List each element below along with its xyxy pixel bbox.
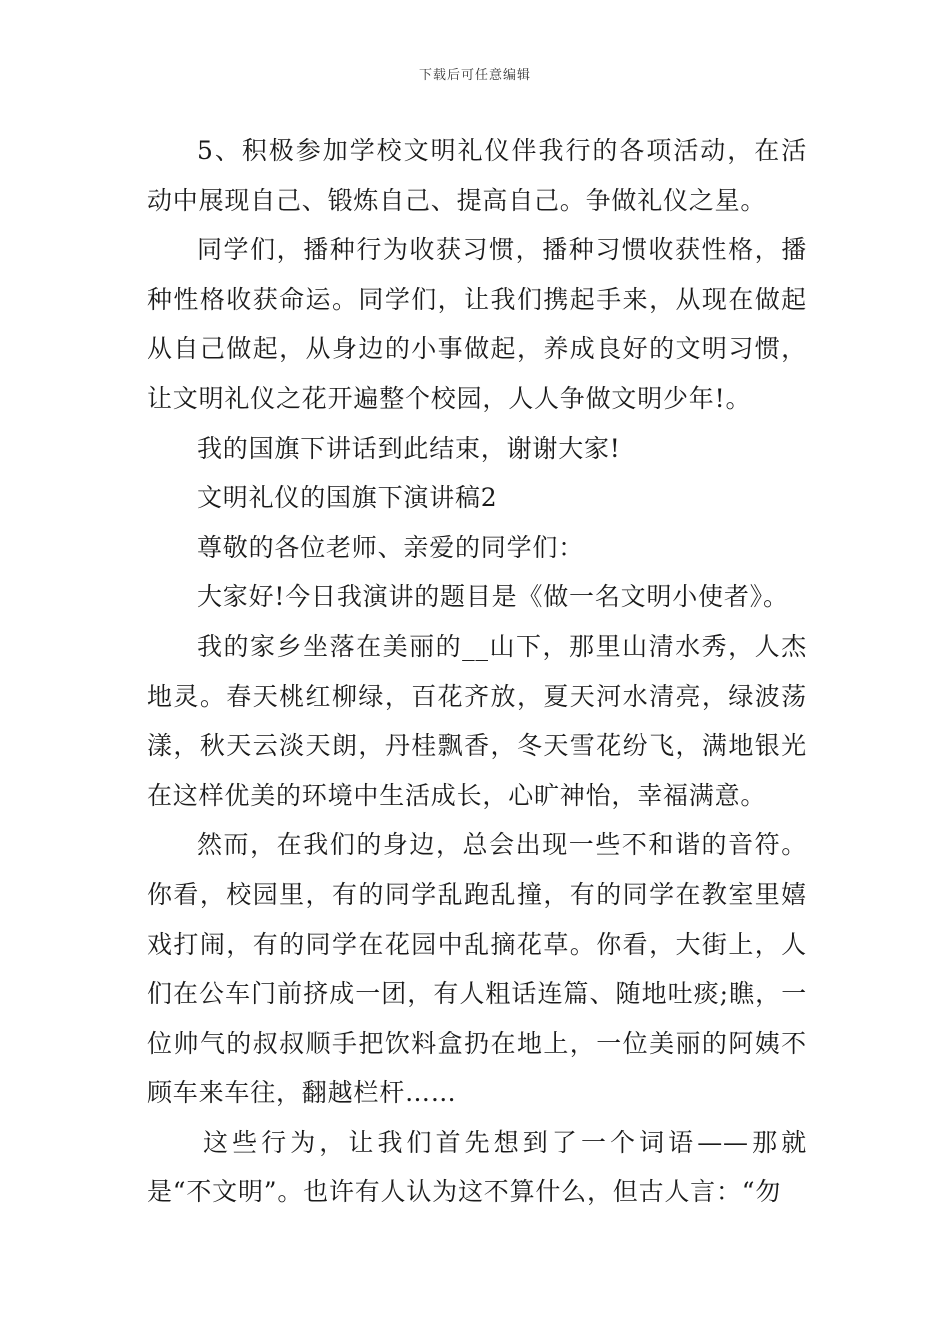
paragraph-behaviors: 这些行为，让我们首先想到了一个词语——那就是“不文明”。也许有人认为这不算什么，但古人言：“勿 bbox=[147, 1127, 807, 1207]
page-header: 下载后可任意编辑 bbox=[418, 68, 531, 83]
paragraph-greeting: 大家好!今日我演讲的题目是《做一名文明小使者》。 bbox=[197, 582, 789, 612]
speech-title: 文明礼仪的国旗下演讲稿2 bbox=[197, 483, 498, 513]
document-body bbox=[147, 126, 807, 1217]
paragraph-closing: 我的国旗下讲话到此结束，谢谢大家! bbox=[197, 433, 621, 463]
paragraph-hometown: 我的家乡坐落在美丽的__山下，那里山清水秀，人杰地灵。春天桃红柳绿，百花齐放，夏天河水清亮，绿波荡漾，秋天云淡天朗，丹桂飘香，冬天雪花纷飞，满地银光在这样优美的环境中生活成长，心旷神怡，幸福满意。 bbox=[147, 631, 807, 810]
paragraph-salutation: 尊敬的各位老师、亲爱的同学们： bbox=[197, 532, 585, 562]
paragraph-habits: 同学们，播种行为收获习惯，播种习惯收获性格，播种性格收获命运。同学们，让我们携起手来，从现在做起从自己做起，从身边的小事做起，养成良好的文明习惯，让文明礼仪之花开遍整个校园，人人争做文明少年!。 bbox=[147, 235, 807, 413]
paragraph-activity: 5、积极参加学校文明礼仪伴我行的各项活动，在活动中展现自己、锻炼自己、提高自己。争做礼仪之星。 bbox=[147, 136, 807, 215]
paragraph-uncivilized: 然而，在我们的身边，总会出现一些不和谐的音符。你看，校园里，有的同学乱跑乱撞，有的同学在教室里嬉戏打闹，有的同学在花园中乱摘花草。你看，大街上，人们在公车门前挤成一团，有人粗话连篇、随地吐痰;瞧，一位帅气的叔叔顺手把饮料盒扔在地上，一位美丽的阿姨不顾车来车往，翻越栏杆…… bbox=[147, 830, 807, 1108]
